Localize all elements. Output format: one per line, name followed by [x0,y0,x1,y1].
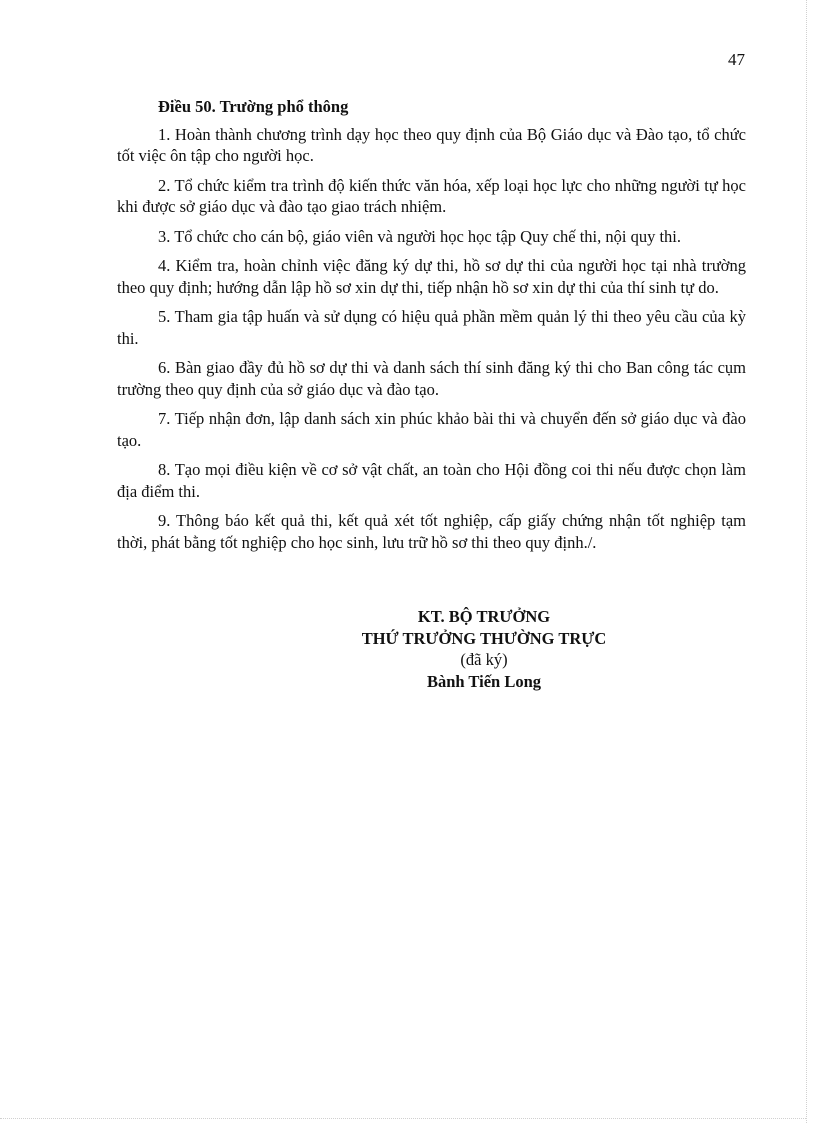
signature-status: (đã ký) [460,650,508,669]
clause-5: 5. Tham gia tập huấn và sử dụng có hiệu quả phần mềm quản lý thi theo yêu cầu của kỳ thi. [117,307,746,348]
clause-3: 3. Tổ chức cho cán bộ, giáo viên và người học học tập Quy chế thi, nội quy thi. [158,226,682,246]
clause-2: 2. Tổ chức kiểm tra trình độ kiến thức văn hóa, xếp loại học lực cho những người tự học khi được sở giáo dục và đào tạo giao trách nhiệm. [117,175,746,216]
clause-8: 8. Tạo mọi điều kiện về cơ sở vật chất, an toàn cho Hội đồng coi thi nếu được chọn làm địa điểm thi. [117,460,746,501]
signatory-name: Bành Tiến Long [426,671,542,691]
signature-title-line1: KT. BỘ TRƯỞNG [417,607,551,626]
page-edge-right [806,0,807,1123]
clause-9: 9. Thông báo kết quả thi, kết quả xét tốt nghiệp, cấp giấy chứng nhận tốt nghiệp tạm thời, phát bằng tốt nghiệp cho học sinh, lưu trữ hồ sơ thi theo quy định./. [117,511,746,552]
clause-4: 4. Kiểm tra, hoàn chỉnh việc đăng ký dự thi, hồ sơ dự thi của người học tại nhà trường theo quy định; hướng dẫn lập hồ sơ xin dự thi, tiếp nhận hồ sơ xin dự thi của thí sinh tự do. [117,256,746,297]
clause-1: 1. Hoàn thành chương trình dạy học theo quy định của Bộ Giáo dục và Đào tạo, tổ chức tốt việc ôn tập cho người học. [117,124,746,165]
signature-title-line2: THỨ TRƯỞNG THƯỜNG TRỰC [361,628,607,648]
page-edge-bottom [0,1118,806,1119]
signature-block [334,606,634,692]
document-body [117,96,746,561]
clause-6: 6. Bàn giao đầy đủ hồ sơ dự thi và danh sách thí sinh đăng ký thi cho Ban công tác cụm trường theo quy định của sở giáo dục và đào tạo. [117,358,746,399]
article-title: Điều 50. Trường phổ thông [158,97,349,116]
page-number: 47 [728,50,745,69]
clause-7: 7. Tiếp nhận đơn, lập danh sách xin phúc khảo bài thi và chuyển đến sở giáo dục và đào tạo. [117,409,746,450]
